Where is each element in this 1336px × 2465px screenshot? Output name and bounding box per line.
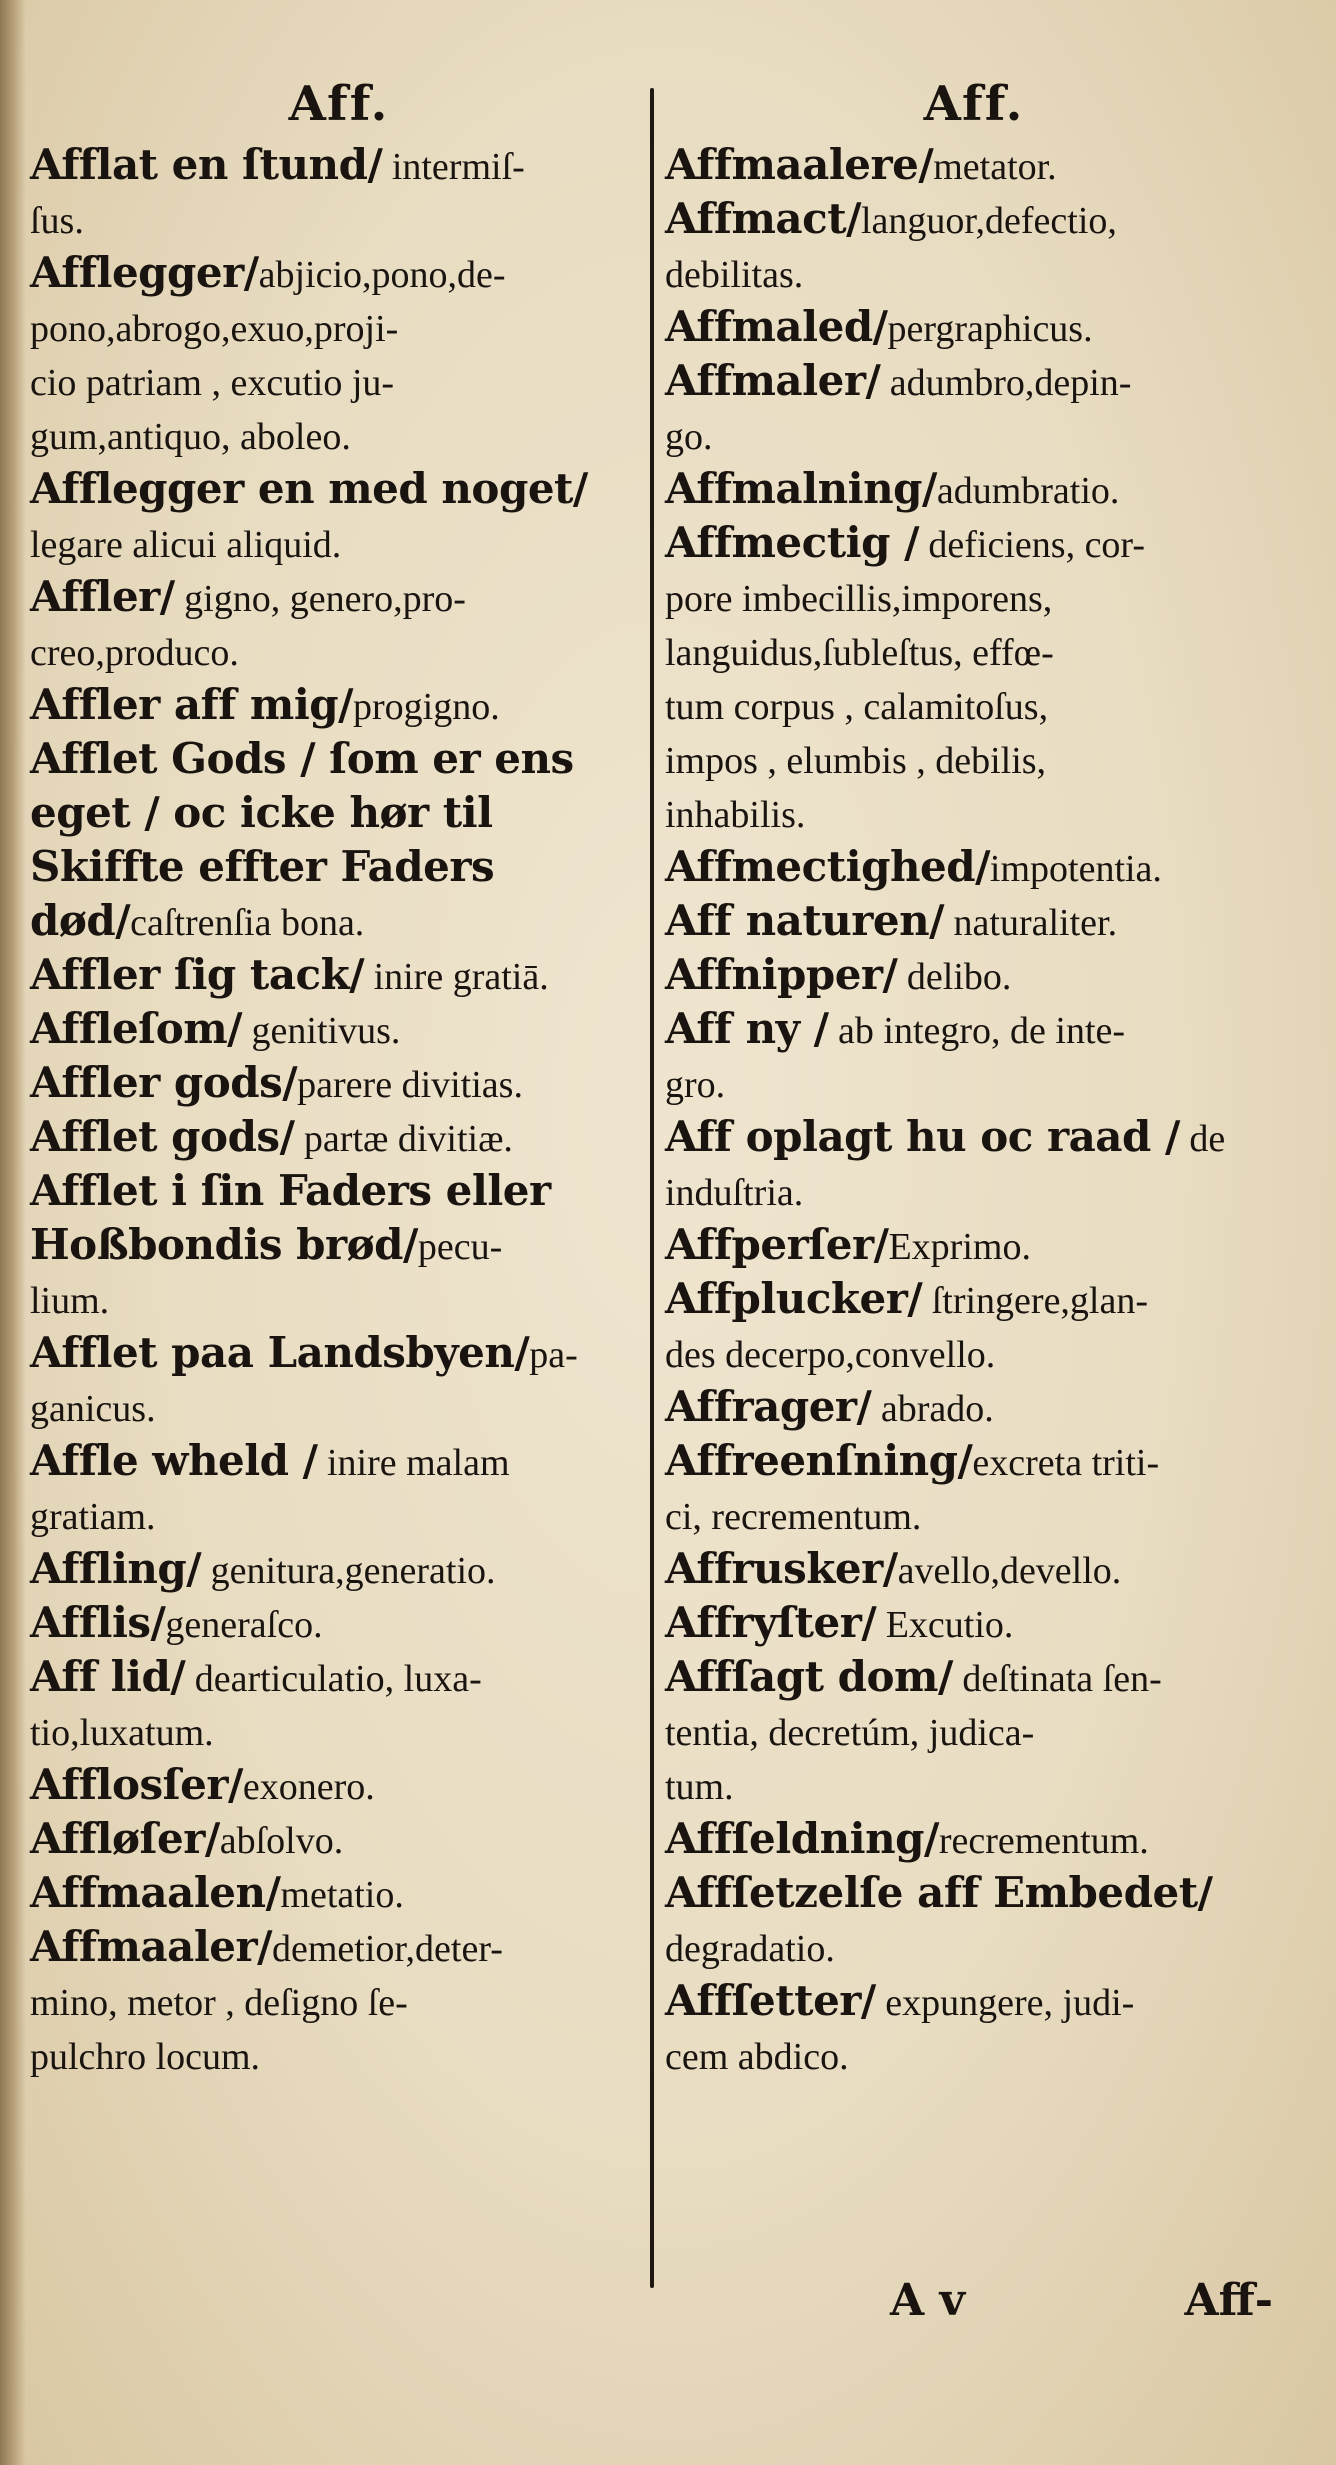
entry-line [30,570,648,624]
entry-line [665,948,1283,1002]
entry-line [30,894,648,948]
latin-gloss: tio,luxatum. [30,1712,214,1754]
headword: Hoßbondis brød/ [30,1220,418,1269]
headword: Afflosſer/ [30,1760,243,1809]
latin-gloss: lium. [30,1280,110,1322]
entry-line [665,1758,1283,1812]
running-head-right: Aff. [923,76,1025,132]
entry-line [30,1596,648,1650]
right-entry-list [665,138,1283,2082]
entry-line [30,1272,648,1326]
entry-line [30,678,648,732]
entry-line [665,1974,1283,2028]
latin-gloss: metator. [933,146,1057,188]
entry-line [665,462,1283,516]
dictionary-entry [30,1920,648,2082]
headword: Skiffte effter Faders [30,842,495,891]
dictionary-entry [665,1002,1283,1110]
headword: Afflet gods/ [30,1112,295,1161]
dictionary-entry [665,1542,1283,1596]
dictionary-entry [665,192,1283,300]
entry-line [665,408,1283,462]
latin-gloss: genitivus. [242,1010,401,1052]
latin-gloss: intermiſ- [382,146,525,188]
dictionary-entry [665,1218,1283,1272]
dictionary-entry [665,1434,1283,1542]
entry-line [665,1272,1283,1326]
entry-line [665,1542,1283,1596]
headword: Afflegger en med noget/ [30,464,588,513]
entry-line [30,1002,648,1056]
latin-gloss: pono,abrogo,exuo,proji- [30,308,399,350]
latin-gloss: cem abdico. [665,2036,849,2078]
entry-line [665,1866,1283,1920]
latin-gloss: impotentia. [989,848,1162,890]
entry-line [665,1650,1283,1704]
entry-line [30,1920,648,1974]
latin-gloss: demetior,deter- [272,1928,503,1970]
entry-line [665,624,1283,678]
headword: Affmact/ [665,194,861,243]
entry-line [30,1164,648,1218]
dictionary-entry [665,840,1283,894]
headword: død/ [30,896,131,945]
entry-line [30,246,648,300]
latin-gloss: ſtringere,glan- [922,1280,1149,1322]
entry-line [30,1812,648,1866]
latin-gloss: abrado. [871,1388,994,1430]
headword: Afflet paa Landsbyen/ [30,1328,530,1377]
latin-gloss: partæ divitiæ. [294,1118,513,1160]
entry-line [665,1380,1283,1434]
latin-gloss: gigno, genero,pro- [174,578,466,620]
entry-line [665,300,1283,354]
headword: Affmectig / [665,518,919,567]
right-column [665,70,1283,2082]
headword: Affſetter/ [665,1976,876,2025]
dictionary-entry [665,1380,1283,1434]
entry-line [665,1488,1283,1542]
latin-gloss: creo,produco. [30,632,239,674]
headword: Affler aff mig/ [30,680,353,729]
headword: Affmaaler/ [30,1922,272,1971]
dictionary-entry [665,300,1283,354]
latin-gloss: recrementum. [938,1820,1149,1862]
entry-line [665,678,1283,732]
entry-line [30,732,648,786]
headword: Affperſer/ [665,1220,889,1269]
entry-line [30,1704,648,1758]
entry-line [665,2028,1283,2082]
entry-line [30,1218,648,1272]
latin-gloss: debilitas. [665,254,804,296]
headword: Aff ny / [665,1004,829,1053]
entry-line [30,1488,648,1542]
entry-line [665,354,1283,408]
entry-line [30,2028,648,2082]
latin-gloss: de [1179,1118,1226,1160]
entry-line [665,894,1283,948]
entry-line [30,1542,648,1596]
headword: Affreenſning/ [665,1436,973,1485]
latin-gloss: pecu- [417,1226,503,1268]
dictionary-entry [30,1110,648,1164]
entry-line [30,1110,648,1164]
dictionary-entry [665,948,1283,1002]
entry-line [665,1326,1283,1380]
entry-line [30,462,648,516]
headword: Affmectighed/ [665,842,990,891]
dictionary-entry [30,1812,648,1866]
headword: Aff lid/ [30,1652,186,1701]
latin-gloss: tum. [665,1766,734,1808]
headword: Affmalning/ [665,464,937,513]
dictionary-entry [30,1758,648,1812]
dictionary-entry [665,1272,1283,1380]
dictionary-entry [30,246,648,462]
dictionary-entry [30,948,648,1002]
latin-gloss: impos , elumbis , debilis, [665,740,1047,782]
entry-line [665,246,1283,300]
latin-gloss: abjicio,pono,de- [258,254,506,296]
latin-gloss: mino, metor , deſigno ſe- [30,1982,408,2024]
dictionary-entry [665,516,1283,840]
dictionary-entry [665,1812,1283,1866]
dictionary-entry [30,1542,648,1596]
headword: Affling/ [30,1544,202,1593]
latin-gloss: inire gratiā. [364,956,549,998]
entry-line [665,1002,1283,1056]
latin-gloss: pore imbecillis,imporens, [665,578,1053,620]
dictionary-entry [30,570,648,678]
dictionary-entry [665,462,1283,516]
headword: Afflet i ſin Faders eller [30,1166,551,1215]
headword: Affnipper/ [665,950,898,999]
entry-line [665,1110,1283,1164]
latin-gloss: genitura,generatio. [201,1550,496,1592]
headword: Affſeldning/ [665,1814,939,1863]
latin-gloss: ci, recrementum. [665,1496,922,1538]
headword: Afflis/ [30,1598,166,1647]
latin-gloss: adumbratio. [936,470,1120,512]
entry-line [665,1596,1283,1650]
dictionary-entry [30,462,648,570]
dictionary-entry [665,1650,1283,1812]
latin-gloss: progigno. [352,686,500,728]
latin-gloss: generaſco. [165,1604,323,1646]
latin-gloss: gum,antiquo, aboleo. [30,416,351,458]
latin-gloss: gratiam. [30,1496,156,1538]
entry-line [665,1434,1283,1488]
headword: Affſetzelſe aff Embedet/ [665,1868,1213,1917]
entry-line [30,408,648,462]
latin-gloss: naturaliter. [944,902,1118,944]
latin-gloss: induſtria. [665,1172,804,1214]
headword: Affler/ [30,572,175,621]
headword: Aff oplagt hu oc raad / [665,1112,1180,1161]
entry-line [665,1218,1283,1272]
entry-line [665,840,1283,894]
headword: Affplucker/ [665,1274,923,1323]
left-column [30,70,648,2082]
latin-gloss: pulchro locum. [30,2036,261,2078]
headword: Affler gods/ [30,1058,298,1107]
headword: Affler ſig tack/ [30,950,365,999]
entry-line [665,1812,1283,1866]
entry-line [30,624,648,678]
latin-gloss: abſolvo. [219,1820,344,1862]
entry-line [30,1380,648,1434]
entry-line [30,354,648,408]
latin-gloss: degradatio. [665,1928,835,1970]
latin-gloss: deſtinata ſen- [952,1658,1162,1700]
headword: Affryſter/ [665,1598,877,1647]
dictionary-entry [30,138,648,246]
headword: Affmaalen/ [30,1868,281,1917]
latin-gloss: inhabilis. [665,794,806,836]
latin-gloss: delibo. [897,956,1012,998]
page-footer [665,2275,1283,2345]
entry-line [30,1326,648,1380]
dictionary-entry [30,1164,648,1326]
entry-line [30,786,648,840]
latin-gloss: metatio. [280,1874,404,1916]
entry-line [665,786,1283,840]
latin-gloss: ab integro, de inte- [828,1010,1126,1052]
entry-line [665,570,1283,624]
entry-line [30,516,648,570]
page-edge-shadow [0,0,26,2465]
latin-gloss: pergraphicus. [887,308,1093,350]
headword: Aff naturen/ [665,896,945,945]
latin-gloss: avello,devello. [897,1550,1122,1592]
dictionary-entry [30,1596,648,1650]
latin-gloss: adumbro,depin- [880,362,1132,404]
dictionary-entry [30,678,648,732]
latin-gloss: go. [665,416,713,458]
entry-line [665,732,1283,786]
dictionary-entry [665,354,1283,462]
headword: Affrusker/ [665,1544,898,1593]
dictionary-entry [665,138,1283,192]
dictionary-entry [665,1974,1283,2082]
entry-line [665,138,1283,192]
entry-line [665,192,1283,246]
entry-line [30,1056,648,1110]
entry-line [30,1758,648,1812]
latin-gloss: deficiens, cor- [918,524,1145,566]
dictionary-entry [30,1002,648,1056]
headword: Affmaled/ [665,302,888,351]
signature-mark: A v [890,2275,966,2326]
headword: Afflet Gods / ſom er ens [30,734,574,783]
entry-line [30,300,648,354]
dictionary-entry [665,1866,1283,1974]
latin-gloss: pa- [529,1334,578,1376]
column-divider [650,88,654,2288]
entry-line [30,948,648,1002]
latin-gloss: excreta triti- [972,1442,1160,1484]
headword: Affleſom/ [30,1004,243,1053]
catchword: Aff- [1184,2275,1273,2326]
entry-line [665,516,1283,570]
latin-gloss: tum corpus , calamitoſus, [665,686,1049,728]
entry-line [30,1866,648,1920]
dictionary-entry [665,1596,1283,1650]
headword: Affmaler/ [665,356,881,405]
latin-gloss: expungere, judi- [875,1982,1135,2024]
headword: Affløſer/ [30,1814,220,1863]
dictionary-entry [665,1110,1283,1218]
dictionary-entry [30,732,648,948]
entry-line [665,1056,1283,1110]
latin-gloss: legare alicui aliquid. [30,524,342,566]
entry-line [665,1164,1283,1218]
dictionary-entry [30,1650,648,1758]
dictionary-entry [30,1326,648,1434]
latin-gloss: gro. [665,1064,726,1106]
latin-gloss: dearticulatio, luxa- [185,1658,482,1700]
latin-gloss: Exprimo. [888,1226,1031,1268]
entry-line [30,1974,648,2028]
entry-line [30,192,648,246]
latin-gloss: cio patriam , excutio ju- [30,362,395,404]
headword: Afflegger/ [30,248,259,297]
left-entry-list [30,138,648,2082]
latin-gloss: Excutio. [876,1604,1014,1646]
headword: eget / oc icke hør til [30,788,493,837]
headword: Afflat en ſtund/ [30,140,383,189]
dictionary-entry [30,1434,648,1542]
entry-line [665,1920,1283,1974]
dictionary-entry [30,1866,648,1920]
headword: Affrager/ [665,1382,872,1431]
latin-gloss: caſtrenſia bona. [130,902,365,944]
latin-gloss: tentia, decretúm, judica- [665,1712,1035,1754]
latin-gloss: ganicus. [30,1388,156,1430]
entry-line [30,1650,648,1704]
headword: Affmaalere/ [665,140,934,189]
latin-gloss: ſus. [30,200,84,242]
dictionary-entry [30,1056,648,1110]
entry-line [665,1704,1283,1758]
entry-line [30,840,648,894]
latin-gloss: languor,defectio, [860,200,1117,242]
entry-line [30,138,648,192]
latin-gloss: exonero. [242,1766,375,1808]
running-head-left: Aff. [288,76,390,132]
dictionary-entry [665,894,1283,948]
latin-gloss: languidus,ſubleſtus, effœ- [665,632,1054,674]
latin-gloss: inire malam [317,1442,510,1484]
latin-gloss: parere divitias. [297,1064,523,1106]
entry-line [30,1434,648,1488]
headword: Affle wheld / [30,1436,318,1485]
latin-gloss: des decerpo,convello. [665,1334,996,1376]
headword: Affſagt dom/ [665,1652,953,1701]
